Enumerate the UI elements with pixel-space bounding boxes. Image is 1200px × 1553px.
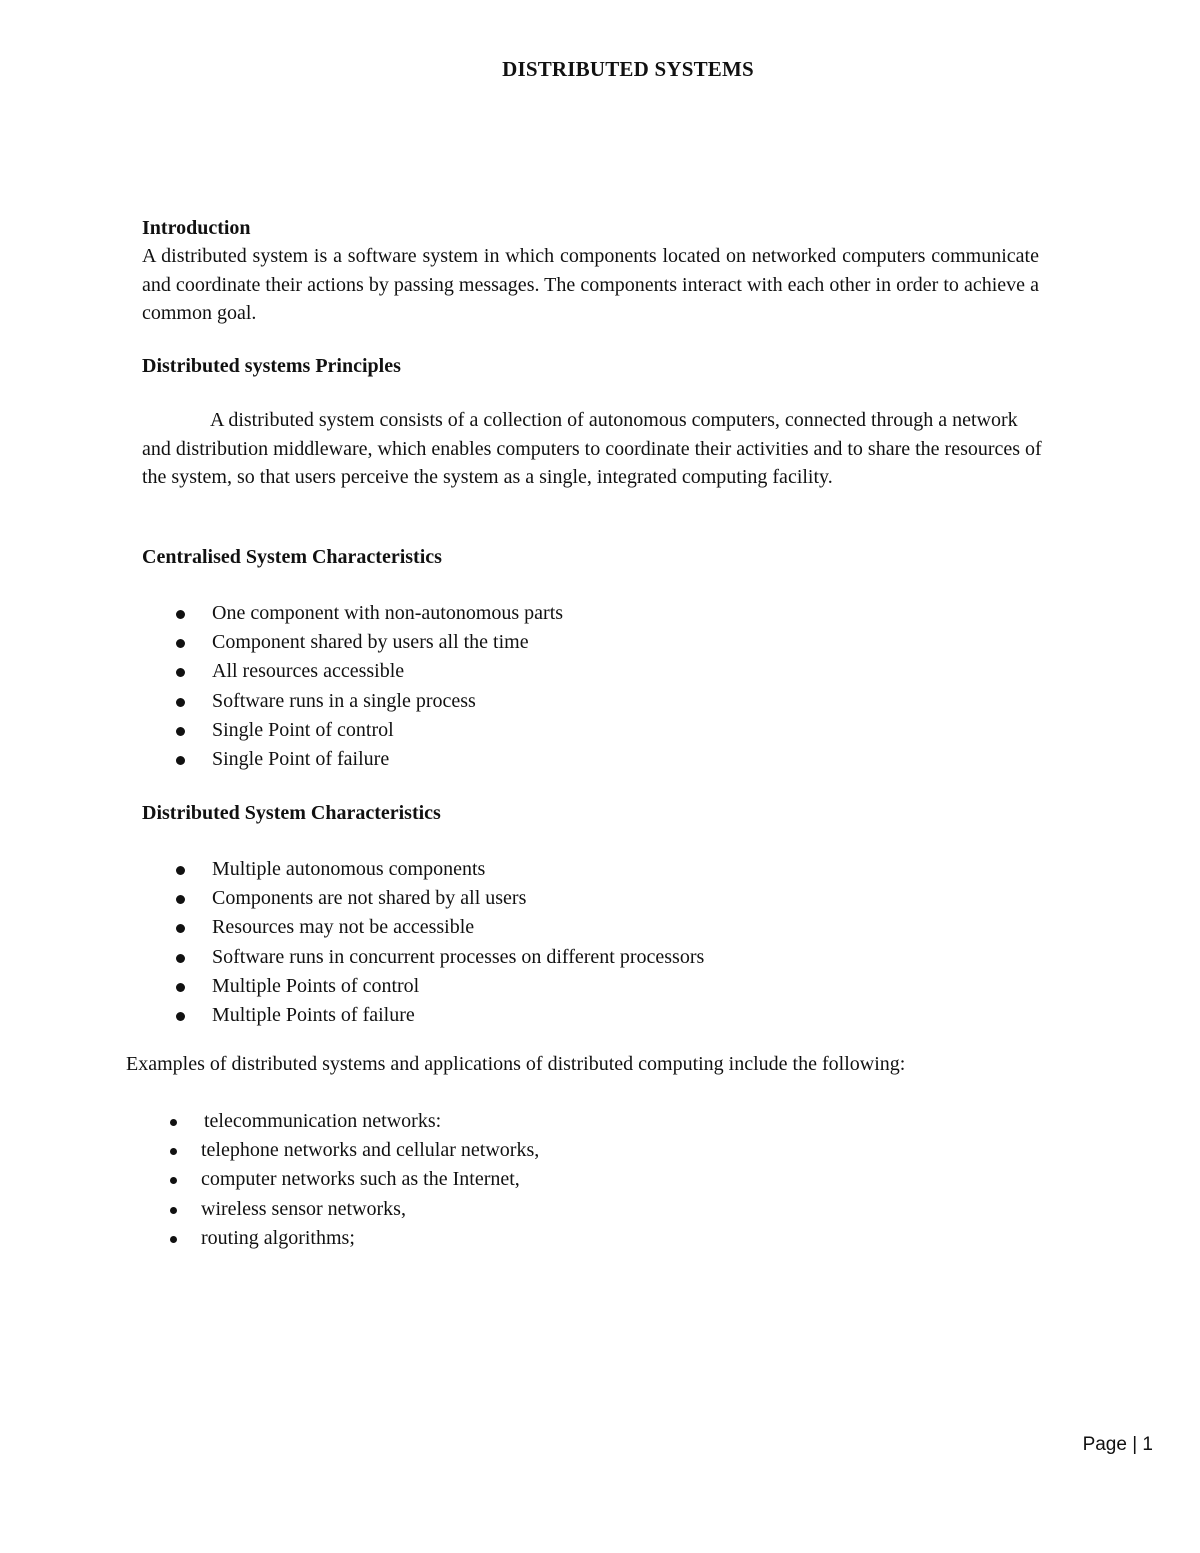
bullet-icon: [176, 639, 185, 648]
section-heading-introduction: Introduction: [142, 217, 251, 239]
list-item-text: Multiple autonomous components: [212, 858, 486, 880]
list-item: [212, 687, 563, 716]
list-item: [201, 1136, 539, 1165]
page-number: Page | 1: [1082, 1434, 1153, 1455]
list-item: [212, 972, 704, 1001]
list-item-text: computer networks such as the Internet,: [201, 1168, 520, 1191]
section-heading-centralised: Centralised System Characteristics: [142, 546, 442, 568]
list-item: [212, 657, 563, 686]
list-item: [212, 745, 563, 774]
list-item: [212, 884, 704, 913]
section-heading-principles: Distributed systems Principles: [142, 355, 401, 377]
bullet-icon: [176, 698, 185, 707]
bullet-icon: [176, 924, 185, 933]
list-item-text: All resources accessible: [212, 660, 405, 683]
list-item: [201, 1107, 539, 1136]
list-item: [201, 1165, 539, 1194]
list-item-text: Component shared by users all the time: [212, 631, 529, 654]
bullet-icon: [176, 610, 185, 619]
list-item: [212, 913, 704, 942]
list-item: [201, 1195, 539, 1224]
principles-paragraph: A distributed system consists of a collection of autonomous computers, connected through a network and distribution middleware, which enables computers to coordinate their activities and to share the resources of the system, so that users perceive the system as a single, integrated computing facility.: [142, 409, 1042, 488]
distributed-characteristics-list: [212, 855, 704, 1030]
bullet-icon: [170, 1207, 177, 1214]
list-item: [212, 855, 704, 884]
list-item-text: telephone networks and cellular networks,: [201, 1139, 540, 1162]
list-item: [212, 628, 563, 657]
bullet-icon: [176, 668, 185, 677]
list-item: [212, 1001, 704, 1030]
list-item: [212, 599, 563, 628]
list-item-text: wireless sensor networks,: [201, 1197, 406, 1220]
list-item: [212, 943, 704, 972]
list-item-text: routing algorithms;: [201, 1226, 355, 1249]
list-item-text: Resources may not be accessible: [212, 916, 475, 939]
bullet-icon: [170, 1236, 177, 1243]
list-item-text: Single Point of failure: [212, 747, 390, 770]
bullet-icon: [176, 756, 185, 765]
bullet-icon: [176, 983, 185, 992]
bullet-icon: [170, 1148, 177, 1155]
list-item: [212, 716, 563, 745]
list-item-text: Software runs in concurrent processes on different processors: [212, 945, 705, 968]
list-item-text: Multiple Points of failure: [212, 1003, 415, 1026]
list-item-text: telecommunication networks:: [204, 1110, 442, 1132]
bullet-icon: [176, 866, 185, 875]
bullet-icon: [176, 727, 185, 736]
list-item-text: Single Point of control: [212, 718, 394, 741]
section-heading-distributed: Distributed System Characteristics: [142, 802, 441, 824]
bullet-icon: [176, 1012, 185, 1021]
list-item: [201, 1224, 539, 1253]
list-item-text: Components are not shared by all users: [212, 887, 527, 910]
centralised-characteristics-list: [212, 599, 563, 774]
list-item-text: Multiple Points of control: [212, 974, 420, 997]
list-item-text: Software runs in a single process: [212, 689, 476, 712]
bullet-icon: [170, 1119, 177, 1126]
list-item-text: One component with non-autonomous parts: [212, 602, 564, 624]
bullet-icon: [176, 895, 185, 904]
bullet-icon: [176, 954, 185, 963]
document-title: DISTRIBUTED SYSTEMS: [502, 57, 754, 81]
bullet-icon: [170, 1177, 177, 1184]
introduction-paragraph: A distributed system is a software system in which components located on networked computers communicate and coordinate their actions by passing messages. The components interact with each other in order to achieve a common goal.: [142, 245, 1039, 324]
examples-list: [201, 1107, 539, 1253]
examples-intro: Examples of distributed systems and applications of distributed computing include the following:: [126, 1053, 906, 1075]
